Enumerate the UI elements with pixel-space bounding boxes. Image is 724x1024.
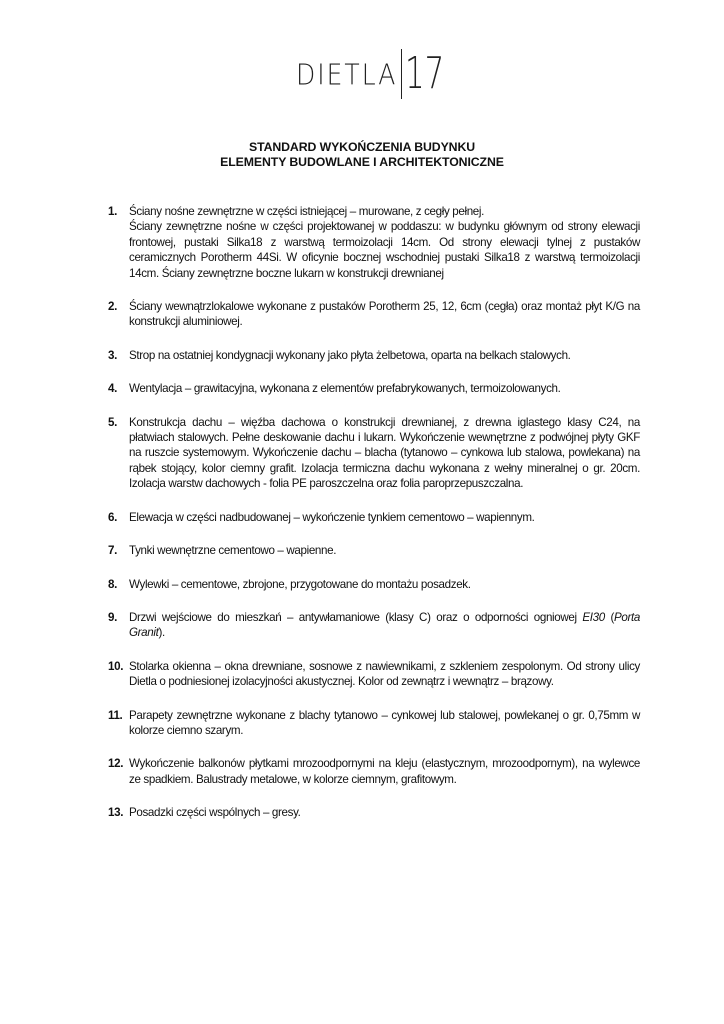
item-number: 12. — [108, 757, 124, 771]
list-item — [108, 348, 640, 363]
item-text: Ściany wewnątrzlokalowe wykonane z pustaków Porotherm 25, 12, 6cm (cegła) oraz montaż płyt K/G na konstrukcji aluminiowej. — [129, 300, 640, 329]
item-text-part: ). — [158, 626, 165, 640]
item-number: 10. — [108, 659, 124, 673]
list-item — [108, 659, 640, 690]
list-item — [108, 610, 640, 641]
logo-word: DIETLA — [296, 57, 398, 91]
list-item — [108, 299, 640, 330]
list-item — [108, 708, 640, 739]
item-text: Wykończenie balkonów płytkami mrozoodpornymi na kleju (elastycznym, mrozoodpornym), na wylewce ze spadkiem. Balustrady metalowe, w kolorze ciemnym, grafitowym. — [129, 757, 640, 786]
item-number: 9. — [108, 610, 117, 624]
list-item — [108, 756, 640, 787]
document-title: STANDARD WYKOŃCZENIA BUDYNKU — [248, 140, 476, 154]
item-text-part: ( — [604, 610, 615, 624]
item-text: Ściany zewnętrzne nośne w części projektowanej w poddaszu: w budynku głównym od strony elewacji frontowej, pustaki Silka18 z warstwą termoizolacji 14cm. Od strony elewacji tylnej z pustaków ceramicznych Porotherm 44Si. W oficynie bocznej wschodniej pustaki Silka18 z warstwą termoizolacji 14cm. Ściany zewnętrzne boczne lukarn w konstrukcji drewnianej — [129, 220, 640, 280]
logo-divider — [401, 49, 402, 99]
logo-number: 17 — [405, 48, 445, 99]
item-text: Tynki wewnętrzne cementowo – wapienne. — [129, 544, 337, 558]
item-text: Wentylacja – grawitacyjna, wykonana z elementów prefabrykowanych, termoizolowanych. — [129, 382, 561, 396]
list-item — [108, 577, 640, 592]
item-number: 3. — [108, 348, 117, 362]
list-item — [108, 805, 640, 820]
item-number: 11. — [108, 708, 123, 722]
item-text-part: Drzwi wejściowe do mieszkań – antywłamaniowe (klasy C) oraz o odporności ogniowej — [129, 610, 583, 624]
fire-rating: EI30 — [582, 610, 605, 624]
document-subtitle: ELEMENTY BUDOWLANE I ARCHITEKTONICZNE — [220, 155, 504, 169]
item-text: Elewacja w części nadbudowanej – wykończenie tynkiem cementowo – wapiennym. — [129, 510, 535, 524]
item-text: Posadzki części wspólnych – gresy. — [129, 806, 301, 820]
item-text: Parapety zewnętrzne wykonane z blachy tytanowo – cynkowej lub stalowej, powlekanej o gr. 0,75mm w kolorze ciemno szarym. — [129, 708, 640, 737]
list-item — [108, 415, 640, 492]
item-number: 4. — [108, 382, 117, 396]
list-item — [108, 510, 640, 525]
item-number: 7. — [108, 544, 117, 558]
manufacturer-name: Porta Granit — [129, 610, 640, 640]
logo — [296, 46, 461, 102]
item-number: 1. — [108, 205, 117, 218]
item-text — [129, 610, 640, 641]
item-text: Strop na ostatniej kondygnacji wykonany jako płyta żelbetowa, oparta na belkach stalowych. — [129, 348, 571, 362]
item-number: 2. — [108, 300, 117, 314]
list-item — [108, 381, 640, 396]
item-number: 6. — [108, 510, 117, 524]
list-item — [108, 204, 640, 281]
item-number: 8. — [108, 577, 117, 591]
standards-list — [108, 204, 640, 839]
list-item — [108, 543, 640, 558]
item-text: Stolarka okienna – okna drewniane, sosnowe z nawiewnikami, z szkleniem zespolonym. Od strony ulicy Dietla o podniesionej izolacyjności akustycznej. Kolor od zewnątrz i wewnątrz – brązowy. — [129, 659, 640, 689]
item-number: 13. — [108, 806, 124, 820]
item-text: Ściany nośne zewnętrzne w części istniejącej – murowane, z cegły pełnej. — [129, 205, 485, 218]
item-text: Wylewki – cementowe, zbrojone, przygotowane do montażu posadzek. — [129, 577, 471, 591]
item-number: 5. — [108, 415, 117, 429]
item-text: Konstrukcja dachu – więźba dachowa o konstrukcji drewnianej, z drewna iglastego klasy C24, na płatwiach stalowych. Pełne deskowanie dachu i lukarn. Wykończenie wewnętrzne z podwójnej płyty GKF na ruszcie systemowym. Wykończenie dachu – blacha (tytanowo – cynkowa lub stalowa, powlekana) na rąbek stojący, kolor ciemny grafit. Izolacja termiczna dachu wykonana z wełny mineralnej o gr. 20cm. Izolacja warstw dachowych - folia PE paroszczelna oraz folia paroprzepuszczalna. — [129, 415, 640, 491]
